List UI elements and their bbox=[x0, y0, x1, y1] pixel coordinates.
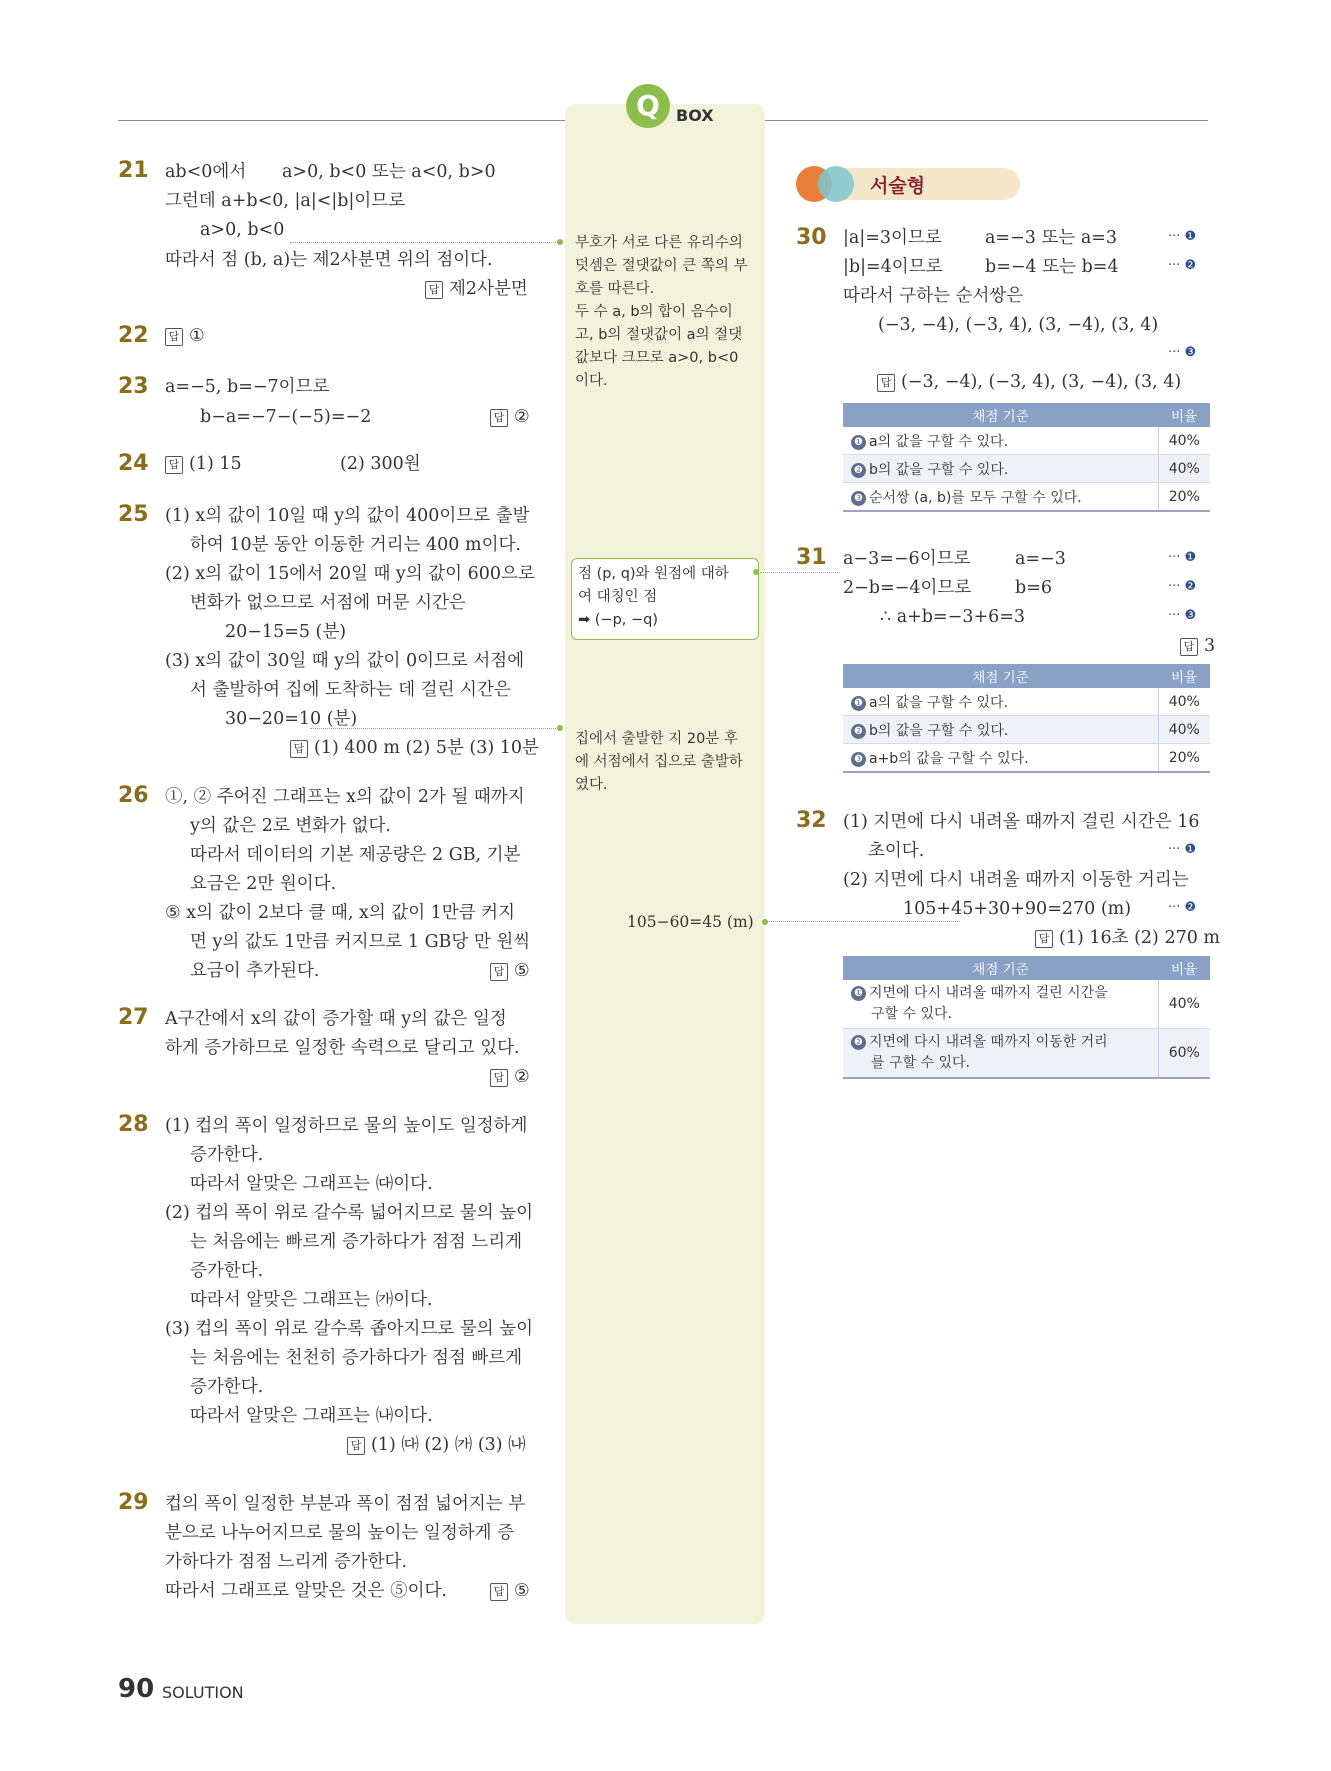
connector-dot bbox=[753, 569, 759, 575]
text-line: A구간에서 x의 값이 증가할 때 y의 값은 일정 bbox=[165, 1009, 507, 1029]
text-line: 하여 10분 동안 이동한 거리는 400 m이다. bbox=[190, 535, 521, 555]
footer-label: SOLUTION bbox=[162, 1683, 244, 1702]
problem-number: 29 bbox=[118, 1490, 149, 1515]
text-line: 컵의 폭이 일정한 부분과 폭이 점점 넓어지는 부 bbox=[165, 1494, 526, 1514]
problem-number: 27 bbox=[118, 1005, 149, 1030]
answer: (2) 300원 bbox=[340, 454, 421, 474]
text-line: |a|=3이므로 bbox=[843, 228, 942, 248]
answer-icon: 답 bbox=[490, 1069, 508, 1087]
text-line: 요금이 추가된다. bbox=[190, 961, 320, 981]
answer: 답 (−3, −4), (−3, 4), (3, −4), (3, 4) bbox=[877, 370, 1181, 394]
text-line: 초이다. bbox=[868, 841, 925, 861]
answer: 답 3 bbox=[1180, 634, 1215, 658]
text-line: a=−5, b=−7이므로 bbox=[165, 377, 330, 397]
step-marker: ··· ❷ bbox=[1168, 900, 1197, 915]
text-line: 면 y의 값도 1만큼 커지므로 1 GB당 만 원씩 bbox=[190, 932, 531, 952]
table-row: ❸ 순서쌍 (a, b)를 모두 구할 수 있다. 20% bbox=[843, 483, 1210, 512]
text-line: b=−4 또는 b=4 bbox=[985, 257, 1119, 277]
text-line: 따라서 알맞은 그래프는 ㈏이다. bbox=[190, 1406, 433, 1426]
q-box-logo: Q bbox=[626, 84, 670, 128]
text-line: 는 처음에는 빠르게 증가하다가 점점 느리게 bbox=[190, 1232, 523, 1252]
qbox-note-return: 집에서 출발한 지 20분 후 에 서점에서 집으로 출발하 였다. bbox=[575, 731, 743, 793]
answer: 답 ② bbox=[490, 1065, 530, 1089]
answer: 답 (1) 16초 (2) 270 m bbox=[1035, 926, 1220, 950]
connector-line bbox=[760, 572, 840, 573]
text-line: 증가한다. bbox=[190, 1377, 264, 1397]
qbox-note-sign-rule: 부호가 서로 다른 유리수의 덧셈은 절댓값이 큰 쪽의 부 호를 따른다. 두 수 a, b의 합이 음수이 고, b의 절댓값이 a의 절댓 값보다 크므로 a>0, b<0 이다. bbox=[575, 235, 748, 389]
text-line: 변화가 없으므로 서점에 머문 시간은 bbox=[190, 593, 466, 613]
text-line: (2) x의 값이 15에서 20일 때 y의 값이 600으로 bbox=[165, 564, 535, 584]
table-header: 채점 기준 bbox=[843, 956, 1158, 980]
connector-dot bbox=[557, 725, 563, 731]
qbox-note-symmetry: 점 (p, q)와 원점에 대하 여 대칭인 점 ➡ (−p, −q) bbox=[578, 566, 729, 628]
text-line: a=−3 bbox=[1015, 549, 1066, 569]
answer: 답 (1) 400 m (2) 5분 (3) 10분 bbox=[290, 736, 539, 760]
problem-number: 30 bbox=[796, 225, 827, 250]
text-line: 20−15=5 (분) bbox=[225, 622, 347, 642]
problem-number: 31 bbox=[796, 545, 827, 570]
text-line: ①, ② 주어진 그래프는 x의 값이 2가 될 때까지 bbox=[165, 787, 525, 807]
problem-number: 25 bbox=[118, 502, 149, 527]
page-number: 90 bbox=[118, 1674, 155, 1704]
text-line: (−3, −4), (−3, 4), (3, −4), (3, 4) bbox=[878, 315, 1159, 335]
section-icon-overlay bbox=[818, 166, 854, 202]
text-line: 따라서 구하는 순서쌍은 bbox=[843, 286, 1024, 306]
connector-line bbox=[765, 921, 960, 922]
answer: 답 (1) ㈐ (2) ㈎ (3) ㈏ bbox=[347, 1433, 526, 1457]
answer: 답 (1) 15 bbox=[165, 452, 242, 476]
text-line: 그런데 a+b<0, |a|<|b|이므로 bbox=[165, 191, 406, 211]
text-line: (1) x의 값이 10일 때 y의 값이 400이므로 출발 bbox=[165, 506, 530, 526]
step-marker: ··· ❷ bbox=[1168, 579, 1197, 594]
answer-icon: 답 bbox=[347, 1437, 365, 1455]
answer-icon: 답 bbox=[877, 374, 895, 392]
problem-number: 21 bbox=[118, 158, 149, 183]
problem-number: 32 bbox=[796, 808, 827, 833]
text-line: 증가한다. bbox=[190, 1145, 264, 1165]
text-line: 하게 증가하므로 일정한 속력으로 달리고 있다. bbox=[165, 1038, 520, 1058]
answer: 답 제2사분면 bbox=[425, 277, 528, 301]
text-line: 따라서 알맞은 그래프는 ㈐이다. bbox=[190, 1174, 433, 1194]
answer-icon: 답 bbox=[425, 281, 443, 299]
text-line: 따라서 점 (b, a)는 제2사분면 위의 점이다. bbox=[165, 250, 493, 270]
table-row: ❶ 지면에 다시 내려올 때까지 걸린 시간을 구할 수 있다. 40% bbox=[843, 980, 1210, 1029]
answer: 답 ⑤ bbox=[490, 959, 530, 983]
table-header: 비율 bbox=[1158, 956, 1210, 980]
answer-icon: 답 bbox=[165, 456, 183, 474]
text-line: a>0, b<0 또는 a<0, b>0 bbox=[282, 162, 496, 182]
scoring-table bbox=[843, 403, 1210, 512]
answer: 답 ① bbox=[165, 324, 205, 348]
problem-number: 26 bbox=[118, 783, 149, 808]
answer-icon: 답 bbox=[1035, 930, 1053, 948]
table-header: 채점 기준 bbox=[843, 403, 1158, 427]
answer-icon: 답 bbox=[490, 963, 508, 981]
table-row: ❷ b의 값을 구할 수 있다. 40% bbox=[843, 455, 1210, 483]
text-line: (2) 컵의 폭이 위로 갈수록 넓어지므로 물의 높이 bbox=[165, 1203, 534, 1223]
table-header: 비율 bbox=[1158, 664, 1210, 688]
text-line: ∴ a+b=−3+6=3 bbox=[880, 607, 1026, 627]
answer: 답 ⑤ bbox=[490, 1579, 530, 1603]
text-line: a>0, b<0 bbox=[200, 220, 285, 240]
table-row: ❶ a의 값을 구할 수 있다. 40% bbox=[843, 427, 1210, 455]
step-marker: ··· ❶ bbox=[1168, 229, 1197, 244]
table-header: 비율 bbox=[1158, 403, 1210, 427]
text-line: ⑤ x의 값이 2보다 클 때, x의 값이 1만큼 커지 bbox=[165, 903, 515, 923]
answer-icon: 답 bbox=[165, 328, 183, 346]
step-marker: ··· ❷ bbox=[1168, 258, 1197, 273]
table-row: ❸ a+b의 값을 구할 수 있다. 20% bbox=[843, 744, 1210, 773]
answer-icon: 답 bbox=[290, 740, 308, 758]
text-line: |b|=4이므로 bbox=[843, 257, 943, 277]
step-marker: ··· ❶ bbox=[1168, 550, 1197, 565]
text-line: b−a=−7−(−5)=−2 bbox=[200, 407, 372, 427]
text-line: 따라서 그래프로 알맞은 것은 ⑤이다. bbox=[165, 1581, 447, 1601]
section-title: 서술형 bbox=[870, 175, 926, 197]
text-line: 따라서 알맞은 그래프는 ㈎이다. bbox=[190, 1290, 433, 1310]
text-line: 증가한다. bbox=[190, 1261, 264, 1281]
text-line: 따라서 데이터의 기본 제공량은 2 GB, 기본 bbox=[190, 845, 521, 865]
table-header: 채점 기준 bbox=[843, 664, 1158, 688]
text-line: a=−3 또는 a=3 bbox=[985, 228, 1118, 248]
scoring-table bbox=[843, 956, 1210, 1079]
answer-icon: 답 bbox=[1180, 638, 1198, 656]
connector-dot bbox=[762, 919, 768, 925]
text-line: ab<0에서 bbox=[165, 162, 247, 182]
connector-line bbox=[310, 728, 560, 729]
problem-number: 22 bbox=[118, 323, 149, 348]
text-line: b=6 bbox=[1015, 578, 1052, 598]
text-line: a−3=−6이므로 bbox=[843, 549, 971, 569]
connector-dot bbox=[557, 239, 563, 245]
text-line: (3) x의 값이 30일 때 y의 값이 0이므로 서점에 bbox=[165, 651, 525, 671]
qbox-note-calc: 105−60=45 (m) bbox=[627, 913, 754, 931]
answer: 답 ② bbox=[490, 405, 530, 429]
text-line: 30−20=10 (분) bbox=[225, 709, 358, 729]
problem-number: 23 bbox=[118, 374, 149, 399]
table-row: ❷ b의 값을 구할 수 있다. 40% bbox=[843, 716, 1210, 744]
step-marker: ··· ❸ bbox=[1168, 345, 1197, 360]
text-line: (2) 지면에 다시 내려올 때까지 이동한 거리는 bbox=[843, 870, 1189, 890]
text-line: y의 값은 2로 변화가 없다. bbox=[190, 816, 391, 836]
answer-icon: 답 bbox=[490, 409, 508, 427]
connector-line bbox=[290, 242, 560, 243]
text-line: (1) 지면에 다시 내려올 때까지 걸린 시간은 16 bbox=[843, 812, 1200, 832]
text-line: 요금은 2만 원이다. bbox=[190, 874, 337, 894]
problem-number: 28 bbox=[118, 1112, 149, 1137]
text-line: 105+45+30+90=270 (m) bbox=[903, 899, 1132, 919]
text-line: 는 처음에는 천천히 증가하다가 점점 빠르게 bbox=[190, 1348, 523, 1368]
table-row: ❶ a의 값을 구할 수 있다. 40% bbox=[843, 688, 1210, 716]
text-line: 2−b=−4이므로 bbox=[843, 578, 972, 598]
step-marker: ··· ❸ bbox=[1168, 608, 1197, 623]
step-marker: ··· ❶ bbox=[1168, 842, 1197, 857]
text-line: (3) 컵의 폭이 위로 갈수록 좁아지므로 물의 높이 bbox=[165, 1319, 534, 1339]
text-line: 분으로 나누어지므로 물의 높이는 일정하게 증 bbox=[165, 1523, 515, 1543]
problem-number: 24 bbox=[118, 451, 149, 476]
scoring-table bbox=[843, 664, 1210, 773]
table-row: ❷ 지면에 다시 내려올 때까지 이동한 거리 를 구할 수 있다. 60% bbox=[843, 1029, 1210, 1079]
q-box-label: BOX bbox=[676, 106, 714, 125]
text-line: (1) 컵의 폭이 일정하므로 물의 높이도 일정하게 bbox=[165, 1116, 528, 1136]
answer-icon: 답 bbox=[490, 1583, 508, 1601]
text-line: 가하다가 점점 느리게 증가한다. bbox=[165, 1552, 408, 1572]
text-line: 서 출발하여 집에 도착하는 데 걸린 시간은 bbox=[190, 680, 511, 700]
